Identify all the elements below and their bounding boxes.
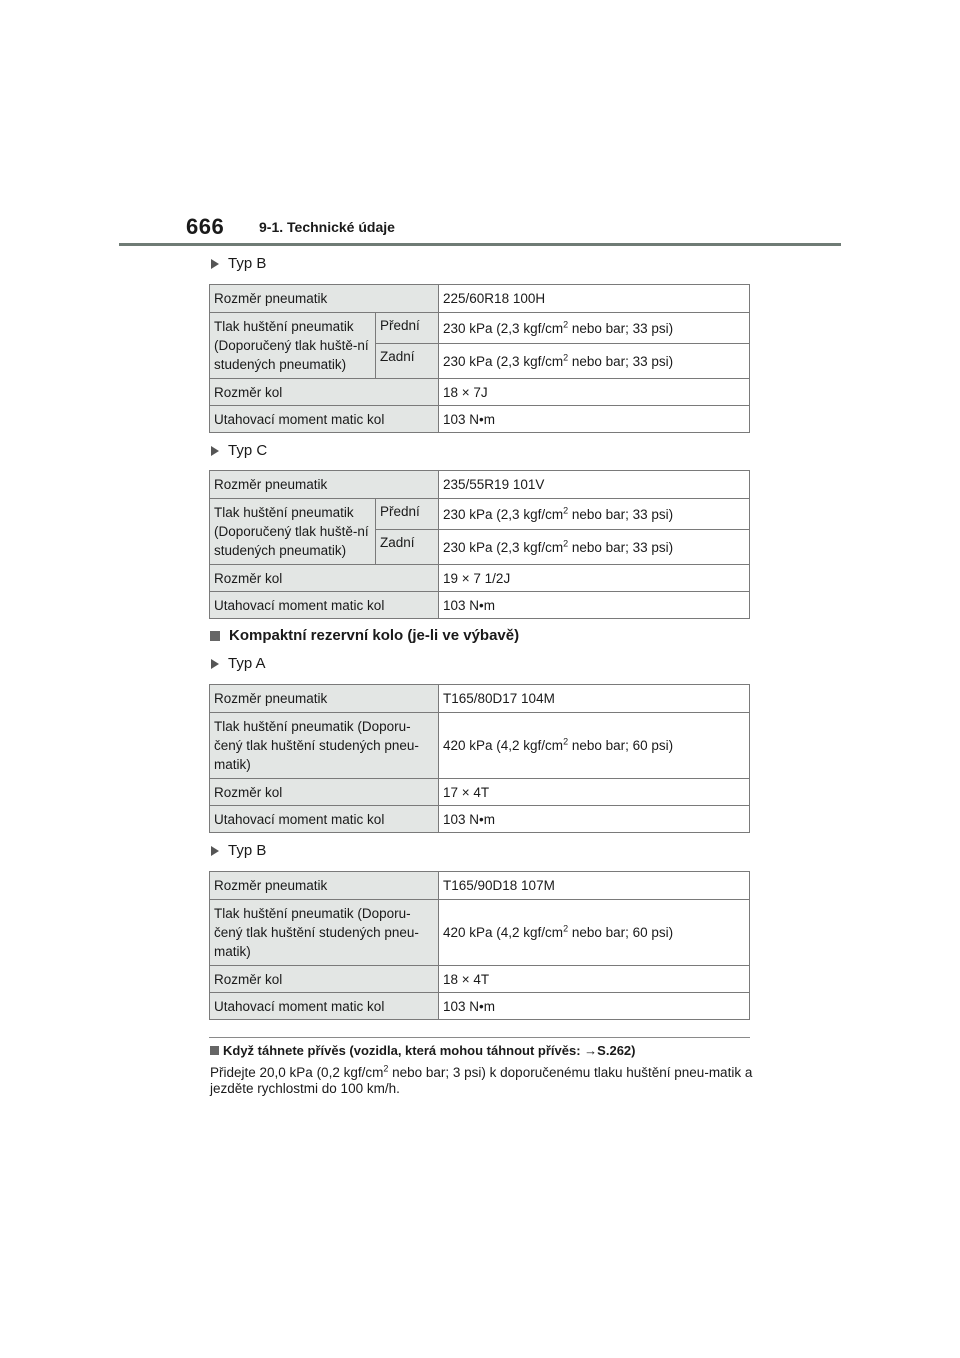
cell-sublabel: Zadní (376, 530, 439, 565)
typ-b-heading (211, 255, 266, 272)
cell-value: 19 × 7 1/2J (439, 565, 750, 592)
note-text: Přidejte 20,0 kPa (0,2 kgf/$cm^2$ nebo bar; 3 psi) k doporučenému tlaku huštění pneu-matik a jezděte rychlostmi do 100 km/h. (210, 1063, 753, 1096)
note-heading-text: Když táhnete přívěs (vozidla, která mohou táhnout přívěs: →S.262) (223, 1043, 636, 1058)
cell-value: 103 N•m (439, 592, 750, 619)
spare-typ-b-heading (211, 842, 266, 859)
cell-value: 225/60R18 100H (439, 285, 750, 313)
heading-label: Kompaktní rezervní kolo (je-li ve výbavě) (229, 627, 520, 644)
square-bullet-icon (210, 631, 220, 641)
cell-sublabel: Přední (376, 313, 439, 344)
cell-label: Rozměr pneumatik (210, 872, 439, 900)
cell-value: 235/55R19 101V (439, 471, 750, 499)
cell-value: 103 N•m (439, 993, 750, 1020)
cell-value: T165/90D18 107M (439, 872, 750, 900)
cell-value: 230 kPa (2,3 kgf/$cm^2$ nebo bar; 33 psi) (439, 313, 750, 344)
heading-label: Typ B (228, 842, 267, 859)
page-number: 666 (186, 214, 225, 239)
section-title: 9-1. Technické údaje (259, 219, 395, 235)
spec-table-typ-b (209, 284, 750, 433)
spec-table-spare-typ-a (209, 684, 750, 833)
cell-value: 420 kPa (4,2 kgf/$cm^2$ nebo bar; 60 psi) (439, 713, 750, 779)
spec-table-typ-c (209, 470, 750, 619)
cell-value: 230 kPa (2,3 kgf/$cm^2$ nebo bar; 33 psi) (439, 499, 750, 530)
header-rule (119, 243, 841, 246)
arrow-right-icon (211, 259, 219, 269)
cell-label: Tlak huštění pneumatik (Doporučený tlak huště-ní studených pneumatik) (210, 313, 376, 379)
heading-label: Typ C (228, 442, 268, 459)
spare-typ-a-heading (211, 655, 266, 672)
cell-label: Tlak huštění pneumatik (Doporučený tlak huště-ní studených pneumatik) (210, 499, 376, 565)
cell-value: 230 kPa (2,3 kgf/$cm^2$ nebo bar; 33 psi) (439, 344, 750, 379)
spare-heading (210, 627, 519, 644)
cell-label: Rozměr kol (210, 966, 439, 993)
cell-value: 420 kPa (4,2 kgf/$cm^2$ nebo bar; 60 psi) (439, 900, 750, 966)
spec-table-spare-typ-b (209, 871, 750, 1020)
cell-value: 18 × 4T (439, 966, 750, 993)
arrow-right-icon (211, 846, 219, 856)
cell-label: Tlak huštění pneumatik (Doporu-čený tlak huštění studených pneu-matik) (210, 900, 439, 966)
cell-label: Rozměr pneumatik (210, 471, 439, 499)
cell-label: Utahovací moment matic kol (210, 993, 439, 1020)
cell-value: 103 N•m (439, 406, 750, 433)
cell-sublabel: Zadní (376, 344, 439, 379)
cell-value: 17 × 4T (439, 779, 750, 806)
cell-value: T165/80D17 104M (439, 685, 750, 713)
cell-label: Rozměr pneumatik (210, 285, 439, 313)
note-heading (210, 1043, 635, 1058)
cell-value: 18 × 7J (439, 379, 750, 406)
cell-label: Utahovací moment matic kol (210, 806, 439, 833)
cell-value: 103 N•m (439, 806, 750, 833)
typ-c-heading (211, 442, 267, 459)
cell-sublabel: Přední (376, 499, 439, 530)
arrow-right-icon (211, 446, 219, 456)
cell-label: Utahovací moment matic kol (210, 406, 439, 433)
arrow-right-icon (211, 659, 219, 669)
cell-label: Rozměr kol (210, 779, 439, 806)
cell-label: Rozměr pneumatik (210, 685, 439, 713)
cell-label: Tlak huštění pneumatik (Doporu-čený tlak huštění studených pneu-matik) (210, 713, 439, 779)
cell-label: Utahovací moment matic kol (210, 592, 439, 619)
cell-label: Rozměr kol (210, 565, 439, 592)
cell-label: Rozměr kol (210, 379, 439, 406)
heading-label: Typ A (228, 655, 266, 672)
cell-value: 230 kPa (2,3 kgf/$cm^2$ nebo bar; 33 psi) (439, 530, 750, 565)
note-divider (209, 1037, 750, 1038)
square-bullet-icon (210, 1046, 219, 1055)
heading-label: Typ B (228, 255, 267, 272)
